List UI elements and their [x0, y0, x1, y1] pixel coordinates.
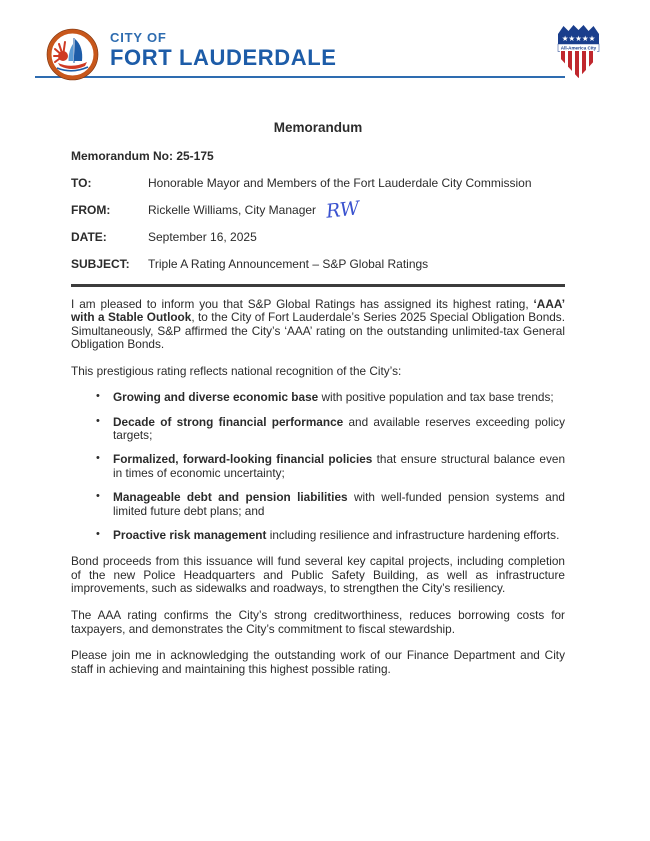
header-rule — [35, 76, 565, 78]
body-paragraph-1 — [71, 298, 565, 352]
bullet-icon: • — [96, 489, 100, 502]
subject-label: SUBJECT: — [71, 257, 130, 271]
field-row-date — [71, 230, 565, 244]
bullet-bold: Decade of strong financial performance — [113, 414, 344, 429]
bullet-item — [71, 391, 565, 405]
bullet-bold: Formalized, forward-looking financial policies — [113, 452, 373, 467]
shield-stars: ★★★★★ — [561, 34, 596, 43]
body-paragraph-2: This prestigious rating reflects national recognition of the City’s: — [71, 363, 402, 378]
bullet-bold: Manageable debt and pension liabilities — [113, 489, 348, 504]
city-seal-icon — [46, 28, 99, 81]
bullet-item — [71, 529, 565, 543]
bullet-rest: with positive population and tax base trends; — [318, 390, 554, 405]
date-value: September 16, 2025 — [148, 230, 257, 244]
to-label: TO: — [71, 176, 92, 190]
from-value — [148, 197, 565, 223]
p1-bold: ‘AAA’ with a Stable Outlook — [71, 296, 565, 325]
bullet-rest: with well-funded pension systems and limited future debt plans; and — [113, 489, 565, 518]
bullet-icon: • — [96, 527, 100, 540]
bullet-bold: Proactive risk management — [113, 527, 267, 542]
bullet-rest: including resilience and infrastructure hardening efforts. — [266, 527, 560, 542]
p1-pre: I am pleased to inform you that S&P Global Ratings has assigned its highest rating, — [71, 296, 534, 311]
org-name — [110, 31, 337, 69]
body-paragraph-3: Bond proceeds from this issuance will fund several key capital projects, including completion of the new Police Headquarters and Public Safety Building, as well as infrastructure improvements, such as sidewalks and roadways, to strengthen the City’s resiliency. — [71, 554, 565, 596]
body-paragraph-4: The AAA rating confirms the City’s strong creditworthiness, reduces borrowing costs for taxpayers, and demonstrates the City’s commitment to fiscal stewardship. — [71, 608, 565, 636]
bullet-bold: Growing and diverse economic base — [113, 390, 319, 405]
memo-title: Memorandum — [273, 120, 363, 135]
body-paragraph-5: Please join me in acknowledging the outstanding work of our Finance Department and City staff in achieving and maintaining this highest possible rating. — [71, 648, 565, 676]
memo-content — [71, 120, 565, 689]
field-row-from — [71, 197, 565, 223]
memo-body — [71, 298, 565, 677]
bullet-item — [71, 416, 565, 443]
shield-label: All-America City — [560, 45, 597, 51]
field-row-subject — [71, 257, 565, 271]
date-label: DATE: — [71, 230, 107, 244]
bullet-icon: • — [96, 452, 100, 465]
from-label: FROM: — [71, 203, 111, 217]
p1-post: , to the City of Fort Lauderdale’s Series 2025 Special Obligation Bonds. Simultaneously, S&P affirmed the City’s ‘AAA’ rating on the outstanding unlimited-tax General Obligation Bonds. — [71, 310, 565, 352]
bullet-item — [71, 491, 565, 518]
from-value-text: Rickelle Williams, City Manager — [148, 203, 317, 217]
bullet-rest: and available reserves exceeding policy targets; — [113, 414, 565, 443]
bullet-list — [71, 391, 565, 542]
bullet-rest: that ensure structural balance even in times of economic uncertainty; — [113, 452, 565, 480]
signature-initials: RW — [325, 197, 361, 223]
bullet-icon: • — [96, 414, 100, 427]
org-name-city-of: CITY OF — [110, 30, 167, 45]
to-value: Honorable Mayor and Members of the Fort Lauderdale City Commission — [148, 176, 532, 190]
org-name-fort-lauderdale: FORT LAUDERDALE — [110, 45, 337, 70]
bullet-icon: • — [96, 390, 100, 403]
field-row-to — [71, 176, 565, 190]
separator-rule — [71, 284, 565, 287]
all-america-city-shield-icon — [557, 23, 600, 81]
subject-value: Triple A Rating Announcement – S&P Global Ratings — [148, 257, 429, 271]
bullet-item — [71, 453, 565, 480]
memo-number: Memorandum No: 25-175 — [71, 149, 214, 163]
